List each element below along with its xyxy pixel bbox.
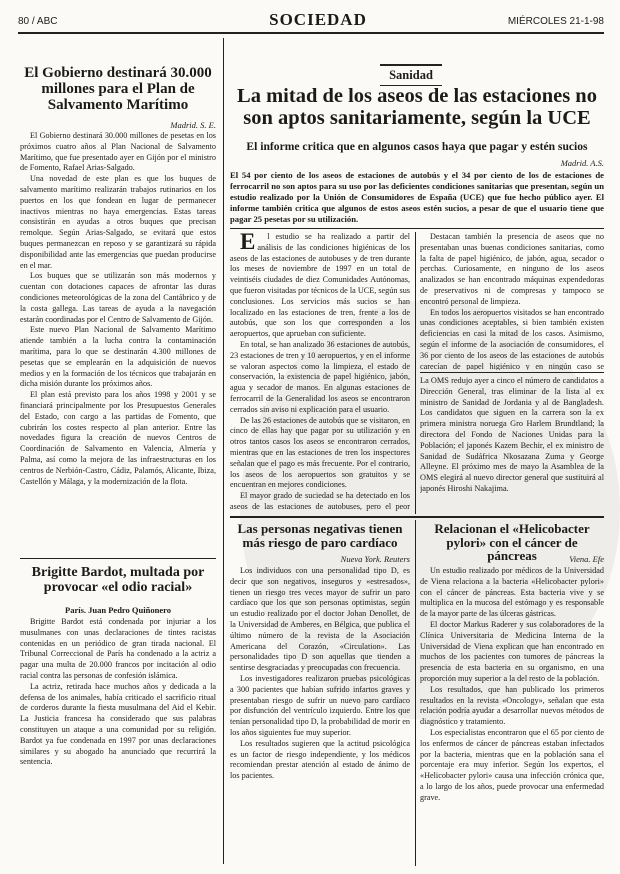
main-paragraph: En total, se han analizado 36 estaciones de autobús, 23 estaciones de tren y 10 aeropuertos, y en el informe se valoran aspectos como la limpieza, el estado de conservación, la existencia de papel higiénico, jabón, agua y secador de manos. En algunas estaciones de ferrocarril de la Generalidad los aseos se encontraron cerrados sin aviso ni explicación para el usuario. [230,339,410,414]
main-headline: La mitad de los aseos de las estaciones no son aptos sanitariamente, según la UCE [237,85,597,129]
sub1-body [230,566,410,866]
article2-headline: Brigitte Bardot, multada por provocar «el odio racial» [31,565,205,595]
sub1-paragraph: Los individuos con una personalidad tipo D, es decir que son negativos, inseguros y «estresados», tienen un riesgo tres veces mayor de sufrir un paro cardíaco que los que son personas optimistas, según un estudio realizado por el doctor Johan Denollet, de la Universidad de Amberes, en Bélgica, que publica el último número de la revista de la Asociación Americana del Corazón, «Circulation». Las personalidades tipo D son aquellas que tienden a sentirse desgraciadas y preocupadas con frecuencia. [230,566,410,673]
article1-paragraph: El Gobierno destinará 30.000 millones de pesetas en los próximos cuatro años al Plan Nacional de Salvamento Marítimo, que fue presentado ayer en Gijón por el ministro de Fomento, Rafael Arias-Salgado. [20,131,216,173]
main-paragraph: El mayor grado de suciedad se ha detectado en los aseos de las estaciones de autobuses, pero el peor [230,491,410,511]
article1-paragraph: Este nuevo Plan Nacional de Salvamento Marítimo atiende también a la lucha contra la contaminación marítima, para lo que se destinarán 4.300 millones de pesetas que se emplearán en la adquisición de nuevos medios y en la formación de los técnicos que trabajarán en dicha misión durante los próximos años. [20,325,216,389]
article1-headline: El Gobierno destinará 30.000 millones para el Plan de Salvamento Marítimo [24,65,212,113]
sub2-paragraph: El doctor Markus Raderer y sus colaboradores de la Clínica Universitaria de Medicina Interna de la Universidad de Viena explican que han encontrado en muchos de los pacientes con tumores de páncreas la presencia de esta bacteria en su organismo, en una proporción muy superior a la del resto de la población. [420,619,604,683]
sub2-paragraph: Un estudio realizado por médicos de la Universidad de Viena relaciona a la bacteria «Helicobacter pylori» con el cáncer de páncreas. Esta bacteria vive y se multiplica en la mucosa del estómago y es responsable de la mayor parte de las úlceras gástricas. [420,566,604,619]
main-body-col3 [420,232,604,370]
main-body-col2 [230,232,410,514]
sub2-paragraph: Los especialistas encontraron que el 65 por ciento de los enfermos de cáncer de páncreas estaban infectados por la bacteria, mientras que en la población sana el porcentaje era muy inferior. Según los expertos, el «Helicobacter pylori» causa una infección crónica que, a lo largo de los años, puede provocar una enfermedad grave. [420,727,604,802]
header-rule [18,32,604,34]
page-number: 80 / ABC [18,16,58,27]
sub2-headline: Relacionan el «Helicobacter pylori» con el cáncer de páncreas [434,521,590,564]
article-separator [20,558,216,559]
sub2-paragraph: Los resultados, que han publicado los primeros resultados en la revista «Oncology», señalan que esta relación podría ayudar a desarrollar nuevos métodos de diagnóstico y tratamiento. [420,684,604,727]
sub2-body [420,566,604,866]
article1-paragraph: Una novedad de este plan es que los buques de salvamento marítimo realizarán trabajos rutinarios en los puertos en los que fondean en lugar de permanecer inactivos mientras no haya emergencias. Estas tareas consistirán en ayudas a otros buques que precisan remolque. Según Arias-Salgado, se evitará que estos buques permanezcan en reposo y se garantizará su rápida disponibilidad ante las emergencias que puedan producirse en el mar. [20,174,216,270]
main-byline: Madrid. A.S. [560,158,604,168]
article2-byline: París. Juan Pedro Quiñonero [65,605,171,615]
main-lede: El 54 por ciento de los aseos de estaciones de autobús y el 34 por ciento de los de estaciones de ferrocarril no son aptos para su uso por las deficientes condiciones sanitarias que presentan, según un estudio realizado por la Unión de Consumidores de España (UCE) que fue hecho público ayer. El informe también critica que algunos de estos aseos estén sucios, a pesar de que el usuario tiene que pagar 25 pesetas por su utilización. [230,170,604,224]
sub2-byline: Viena. Efe [569,554,604,564]
sub1-paragraph: Los investigadores realizaron pruebas psicológicas a 300 pacientes que habían sufrido infartos graves y presentaban riesgo de sufrir un nuevo paro cardíaco por disfunción del ventrículo izquierdo. Entre los que tenían personalidad tipo D, la probabilidad de morir en los años siguientes fue muy superior. [230,673,410,737]
sub1-headline: Las personas negativas tienen más riesgo de paro cardíaco [237,521,403,550]
main-paragraph: Destacan también la presencia de aseos que no presentaban unas buenas condiciones sanitarias, como la falta de papel higiénico, de jabón, agua, secador o perchas. Curiosamente, en ninguno de los aseos analizados se han encontrado máquinas expendedoras de preservativos ni de compresas y tampoco se encontró personal de limpieza. [420,232,604,306]
bottom-section-rule [230,516,604,518]
section-tag-sanidad: Sanidad [380,64,442,86]
main-paragraph: En todos los aeropuertos visitados se han encontrado unas condiciones aceptables, si bien también existen deficiencias en casi la mitad de los casos. Asimismo, según el informe de la asociación de consumidores, el 36 por ciento de los aseos de las estaciones de autobús carecían de papel higiénico y en ningún caso se [420,307,604,370]
sub1-byline: Nueva York. Reuters [340,554,410,564]
column-divider-main [415,232,416,514]
main-paragraph: De las 26 estaciones de autobús que se visitaron, en cinco de ellas hay que pagar por su utilización y en otros tantos casos los aseos se encontraron cerrados, mientras que en las estaciones de tren los inspectores señalan que el pago es más frecuente. Por el contrario, los aseos de los aeropuertos son gratuitos y se encuentran en mejores condiciones. [230,415,410,490]
article2-paragraph: La actriz, retirada hace muchos años y dedicada a la defensa de los animales, había criticado el sacrificio ritual de corderos durante la fiesta musulmana del Aid el Kebir. La Justicia francesa ha considerado que sus palabras constituyen un ataque a una comunidad por su religión. Bardot ya fue condenada en 1997 por unas declaraciones similares y su abogado ha anunciado que recurrirá la sentencia. [20,681,216,767]
lede-rule [230,228,604,229]
sub1-paragraph: Los resultados sugieren que la actitud psicológica es un factor de riesgo independiente, y los médicos recomiendan prestar atención al estado de ánimo de los pacientes. [230,738,410,781]
main-paragraph: El estudio se ha realizado a partir del análisis de las condiciones higiénicas de los aseos de las estaciones de autobuses y de tren durante los meses de noviembre de 1997 en un total de veintiséis ciudades de diez Comunidades Autónomas, que fueron visitadas por técnicos de la UCE, según sus conclusiones. Los servicios más sucios se han localizado en las estaciones de tren, frente a los de autobús, que son los que corresponden a los aeropuertos, que aprueban con suficiente. [230,232,410,339]
box-rule-top [420,372,604,373]
section-title: SOCIEDAD [269,10,367,29]
article1-paragraph: El plan está previsto para los años 1998 y 2001 y se financiará principalmente por los Presupuestos Generales del Estado, con cargo a las partidas de Fomento, que cubrirán los costes respecto al plan anterior. Entre las novedades figura la creación de nuevos Centros de Coordinación de Salvamento en Valencia, Almería y Palma, así como la mejora de las infraestructuras en los centros de Nerbión-Castro, Cádiz, Palamós, Alicante, Ibiza, Castellón y Málaga, y la modernización de la flota. [20,390,216,486]
page-header [18,10,604,40]
article1-body [20,131,216,553]
article2-paragraph: Brigitte Bardot está condenada por injuriar a los musulmanes con unas declaraciones de tintes racistas contenidas en un periódico de gran tirada nacional. El Tribunal Correccional de París ha condenado a la actriz a pagar una multa de 20.000 francos por incitación al odio racial contra las personas de confesión islámica. [20,617,216,680]
article1-paragraph: Los buques que se utilizarán son más modernos y cuentan con dotaciones capaces de afrontar las duras condiciones meteorológicas de la zona del Cantábrico y de la costa gallega. Las tareas de ayuda a la navegación estarán coordinadas por el Centro de Salvamento de Gijón. [20,271,216,324]
article1-byline: Madrid. S. E. [170,120,216,130]
article2-body [20,617,216,867]
oms-news-box: La OMS redujo ayer a cinco el número de candidatos a Dirección General, tras eliminar de la lista al ex ministro de Sanidad de Jordania y al de Bangladesh. Los candidatos que siguen en la carrera son la ex primera ministra noruega Gro Harlem Brundtland; la directora del Fondo de Naciones Unidas para la Población; el japonés Kazem Bechir, el ex ministro de Sanidad de Sudáfrica Nkosazana Zuma y George Alleyne. El próximo mes de mayo la Asamblea de la OMS elegirá al nuevo director general que sustituirá al japonés Hiroshi Nakajima. [420,376,604,493]
column-divider-bottom [415,520,416,866]
issue-date: MIÉRCOLES 21-1-98 [507,16,604,27]
column-divider-left [223,38,224,864]
main-deck: El informe critica que en algunos casos haya que pagar y estén sucios [246,140,588,153]
